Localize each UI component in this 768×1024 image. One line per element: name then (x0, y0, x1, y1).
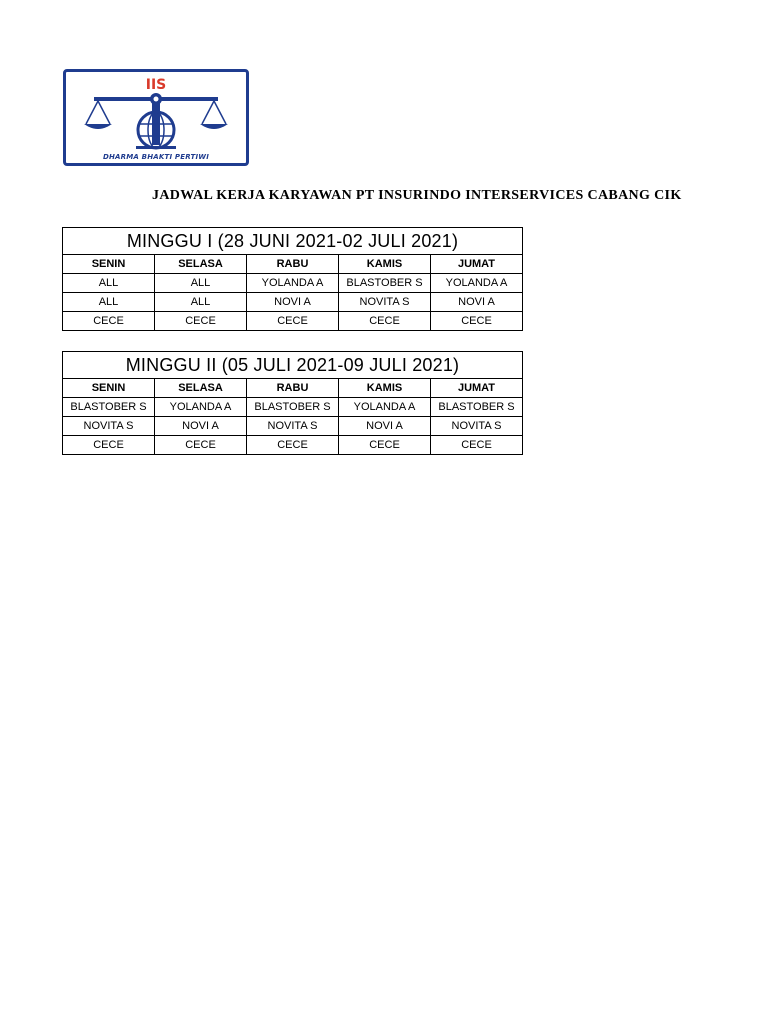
day-header: SELASA (155, 379, 247, 398)
table-row (63, 398, 523, 417)
table-cell: BLASTOBER S (247, 398, 339, 417)
week-2-schedule-table (62, 351, 523, 455)
day-header: RABU (247, 255, 339, 274)
table-cell: CECE (63, 436, 155, 455)
company-logo (63, 69, 249, 166)
table-cell: NOVI A (431, 293, 523, 312)
svg-text:IIS: IIS (145, 77, 167, 93)
table-cell: CECE (339, 312, 431, 331)
table-cell: ALL (63, 293, 155, 312)
logo-caption: DHARMA BHAKTI PERTIWI (102, 153, 210, 161)
week-1-schedule-table (62, 227, 523, 331)
day-header: KAMIS (339, 255, 431, 274)
table-cell: YOLANDA A (155, 398, 247, 417)
table-cell: ALL (155, 293, 247, 312)
day-header: SENIN (63, 255, 155, 274)
table-cell: CECE (431, 312, 523, 331)
day-header: KAMIS (339, 379, 431, 398)
table-cell: ALL (155, 274, 247, 293)
table-row (63, 274, 523, 293)
table-cell: CECE (155, 436, 247, 455)
table-cell: YOLANDA A (339, 398, 431, 417)
table-cell: ALL (63, 274, 155, 293)
table-cell: BLASTOBER S (431, 398, 523, 417)
table-cell: NOVI A (339, 417, 431, 436)
table-cell: NOVITA S (247, 417, 339, 436)
table-cell: YOLANDA A (431, 274, 523, 293)
week-heading: MINGGU I (28 JUNI 2021-02 JULI 2021) (63, 228, 523, 255)
table-row (63, 436, 523, 455)
table-cell: BLASTOBER S (63, 398, 155, 417)
table-row (63, 312, 523, 331)
document-title: JADWAL KERJA KARYAWAN PT INSURINDO INTERSERVICES CABANG CIK (152, 188, 682, 203)
table-cell: NOVI A (247, 293, 339, 312)
table-cell: CECE (431, 436, 523, 455)
table-cell: NOVITA S (339, 293, 431, 312)
day-header: RABU (247, 379, 339, 398)
table-cell: NOVITA S (63, 417, 155, 436)
table-row (63, 417, 523, 436)
table-cell: BLASTOBER S (339, 274, 431, 293)
table-cell: CECE (63, 312, 155, 331)
table-cell: YOLANDA A (247, 274, 339, 293)
day-header: SENIN (63, 379, 155, 398)
table-row (63, 293, 523, 312)
day-header: JUMAT (431, 379, 523, 398)
table-cell: CECE (247, 312, 339, 331)
table-cell: CECE (247, 436, 339, 455)
day-header: SELASA (155, 255, 247, 274)
week-heading: MINGGU II (05 JULI 2021-09 JULI 2021) (63, 352, 523, 379)
table-cell: CECE (339, 436, 431, 455)
table-cell: NOVI A (155, 417, 247, 436)
scales-globe-emblem-icon (66, 72, 246, 163)
table-cell: CECE (155, 312, 247, 331)
table-cell: NOVITA S (431, 417, 523, 436)
day-header: JUMAT (431, 255, 523, 274)
